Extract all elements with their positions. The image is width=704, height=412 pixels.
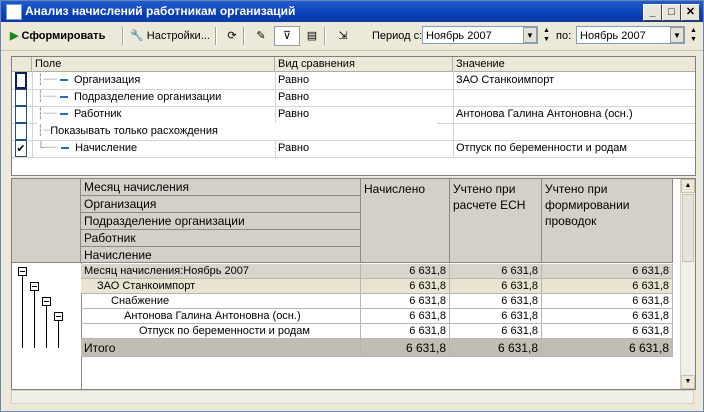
toolbar-separator [243,27,245,45]
minimize-button[interactable]: _ [643,4,662,21]
filter-checkbox[interactable]: ✔ [15,140,27,157]
esn-value: 6 631,8 [450,279,542,294]
scroll-up-button[interactable]: ▲ [681,179,695,193]
filter-icon[interactable]: ⊽ [274,26,300,46]
export-icon[interactable]: ⇲ [338,30,348,42]
filter-field-cell: ┆┈Показывать только расхождения [37,123,437,140]
total-postings: 6 631,8 [542,339,673,357]
toolbar-separator [324,27,326,45]
filter-field-text: Показывать только расхождения [50,125,218,137]
report-row-total[interactable] [81,339,673,357]
scroll-down-button[interactable]: ▼ [681,375,695,389]
play-icon: ▶ [10,30,19,43]
filter-row-show-discrepancies[interactable] [12,123,695,141]
period-to-value: Ноябрь 2007 [580,30,646,42]
filter-comparison-cell[interactable]: Равно [278,108,310,120]
total-esn: 6 631,8 [450,339,542,357]
toolbar [1,22,703,51]
group-header-month: Месяц начисления [81,179,360,196]
postings-value: 6 631,8 [542,324,673,339]
esn-value: 6 631,8 [450,294,542,309]
collapse-icon[interactable] [30,282,39,291]
filter-checkbox[interactable] [15,123,27,140]
collapse-icon[interactable] [54,312,63,321]
filter-field-text: Организация [73,74,141,86]
toolbar-separator [215,27,217,45]
edit-icon[interactable]: ✎ [256,30,266,42]
dash-icon [60,113,68,115]
report-row-organization[interactable] [81,279,673,294]
filter-row-organization[interactable] [12,72,695,90]
window-icon [6,4,22,20]
title-bar[interactable] [1,1,703,22]
wrench-icon: 🔧 [130,30,144,43]
column-header-accrued: Начислено [361,179,450,263]
generate-label: Сформировать [21,30,106,42]
horizontal-scrollbar[interactable] [11,390,694,404]
filter-value-cell[interactable]: ЗАО Станкоимпорт [456,74,555,86]
outline-line [58,321,59,348]
postings-value: 6 631,8 [542,294,673,309]
filter-field-cell: ┆┈┈ Работник [37,108,122,120]
dash-icon [61,147,69,149]
dash-icon [60,96,68,98]
settings-label: Настройки... [146,30,210,42]
filter-comparison-cell[interactable]: Равно [278,142,310,154]
filter-header-check [12,57,32,71]
filter-header-value[interactable]: Значение [456,58,505,70]
filter-checkbox[interactable] [15,72,27,89]
collapse-icon[interactable] [42,297,51,306]
filter-row-employee[interactable] [12,106,695,124]
report-table [11,178,696,390]
generate-button[interactable] [7,26,108,46]
row-label: Антонова Галина Антоновна (осн.) [81,309,361,324]
filter-value-cell[interactable]: Антонова Галина Антоновна (осн.) [456,108,633,120]
close-button[interactable]: ✕ [681,4,700,21]
accrued-value: 6 631,8 [361,324,450,339]
outline-line [34,291,35,348]
report-row-employee[interactable] [81,309,673,324]
window-title: Анализ начислений работникам организаций [25,4,296,18]
accrued-value: 6 631,8 [361,294,450,309]
settings-button[interactable] [127,26,213,46]
filter-value-cell[interactable] [456,89,692,106]
vertical-scrollbar[interactable] [680,179,695,389]
scroll-thumb[interactable] [682,194,694,262]
row-label: Снабжение [81,294,361,309]
period-to-spinner[interactable]: ▲ ▼ [690,27,697,43]
row-label: Месяц начисления:Ноябрь 2007 [81,264,361,279]
filter-field-cell: ┆┈┈ Организация [37,74,141,86]
report-row-month[interactable] [81,264,673,279]
group-header-organization: Организация [81,196,360,213]
filter-row-accrual[interactable] [12,140,695,158]
postings-value: 6 631,8 [542,279,673,294]
esn-value: 6 631,8 [450,264,542,279]
period-to-dropdown-button[interactable]: ▼ [670,27,684,43]
accrued-value: 6 631,8 [361,309,450,324]
table-icon[interactable]: ▤ [306,30,318,42]
outline-line [46,306,47,348]
dash-icon [60,79,68,81]
period-from-value: Ноябрь 2007 [426,30,492,42]
accrued-value: 6 631,8 [361,279,450,294]
outline-line [22,276,23,348]
filter-header-field[interactable]: Поле [32,57,275,71]
period-from-spinner[interactable]: ▲ ▼ [543,27,550,43]
toolbar-separator [122,27,124,45]
outline-header [12,179,81,263]
filter-value-cell[interactable]: Отпуск по беременности и родам [456,142,627,154]
filter-row-department[interactable] [12,89,695,107]
group-header [81,179,361,263]
period-from-field[interactable] [422,26,538,44]
report-row-accrual[interactable] [81,324,673,339]
maximize-button[interactable]: □ [662,4,681,21]
filter-field-text: Начисление [75,142,138,154]
filter-comparison-cell[interactable]: Равно [278,74,310,86]
filter-field-cell: ┆┈┈ Подразделение организации [37,91,222,103]
collapse-icon[interactable] [18,267,27,276]
column-header-esn: Учтено при расчете ЕСН [450,179,542,263]
esn-value: 6 631,8 [450,324,542,339]
filter-field-text: Подразделение организации [73,91,222,103]
filter-table [11,56,696,176]
group-header-accrual: Начисление [84,248,152,262]
total-label: Итого [81,339,361,357]
refresh-icon[interactable]: ⟳ [227,30,237,42]
row-label: Отпуск по беременности и родам [81,324,361,339]
period-to-label: по: [556,30,572,42]
filter-header-comparison[interactable]: Вид сравнения [275,57,453,71]
postings-value: 6 631,8 [542,264,673,279]
filter-comparison-cell[interactable]: Равно [278,91,310,103]
report-row-department[interactable] [81,294,673,309]
group-header-employee: Работник [81,230,360,247]
filter-checkbox[interactable] [15,89,27,106]
filter-checkbox[interactable] [15,106,27,123]
period-from-label: Период с: [372,30,423,42]
filter-field-text: Работник [73,108,122,120]
postings-value: 6 631,8 [542,309,673,324]
filter-field-cell: └┈┈ Начисление [37,142,138,154]
esn-value: 6 631,8 [450,309,542,324]
group-header-department: Подразделение организации [81,213,360,230]
period-from-dropdown-button[interactable]: ▼ [523,27,537,43]
period-to-field[interactable] [576,26,685,44]
filter-table-header [12,57,695,72]
total-accrued: 6 631,8 [361,339,450,357]
row-label: ЗАО Станкоимпорт [81,279,361,294]
column-header-postings: Учтено при формировании проводок [542,179,673,263]
accrued-value: 6 631,8 [361,264,450,279]
